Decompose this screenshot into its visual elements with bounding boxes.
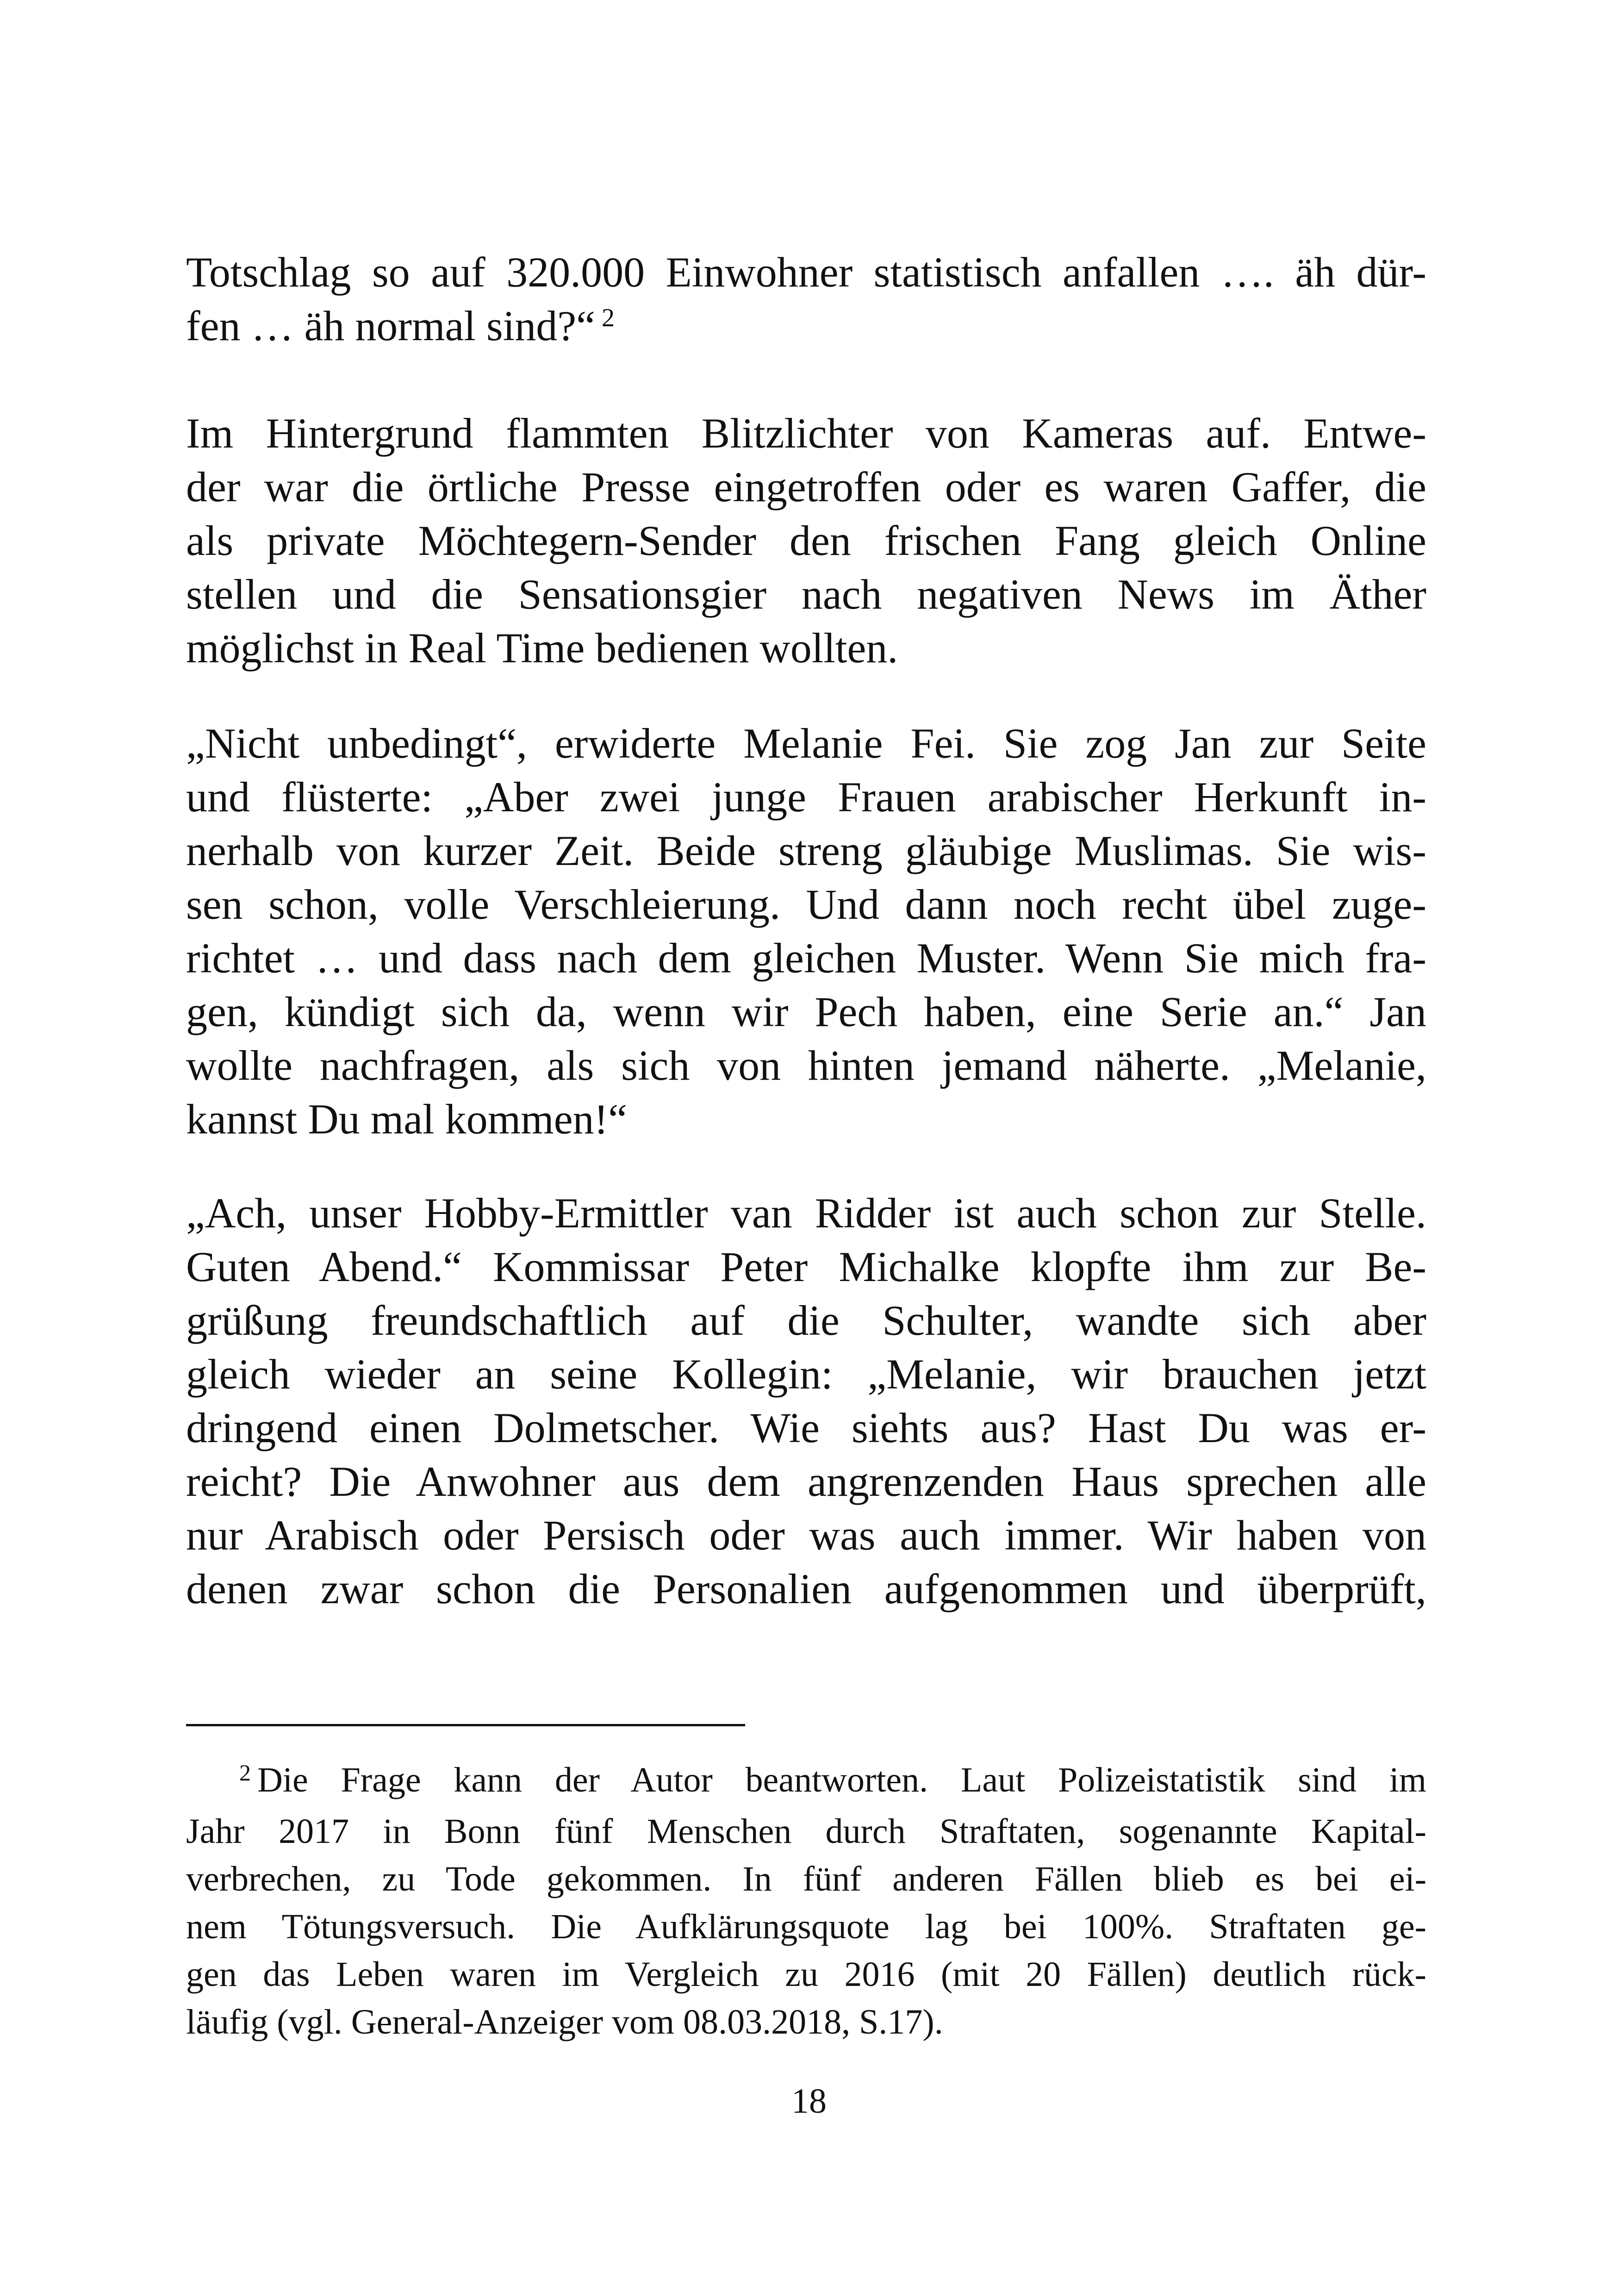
footnote-line: $^2$ Die Frage kann der Autor beantworten. Laut Polizeistatistik sind im [239,1760,1426,1799]
footnote-line: nem Tötungsversuch. Die Aufklärungsquote lag bei 100%. Straftaten ge- [186,1907,1426,1946]
text-line: als private Möchtegern-Sender den frischen Fang gleich Online [186,517,1426,564]
text-line: möglichst in Real Time bedienen wollten. [186,624,898,672]
footnote-line: Jahr 2017 in Bonn fünf Menschen durch Straftaten, sogenannte Kapital- [186,1812,1426,1851]
footnote-reference[interactable]: 2 [601,304,615,332]
paragraph-1 [186,245,1426,359]
text-line: wollte nachfragen, als sich von hinten jemand näherte. „Melanie, [186,1042,1426,1089]
text-line: nerhalb von kurzer Zeit. Beide streng gläubige Muslimas. Sie wis- [186,827,1426,874]
text-line: denen zwar schon die Personalien aufgenommen und überprüft, [186,1565,1426,1612]
text-line: Totschlag so auf 320.000 Einwohner statistisch anfallen …. äh dür- [186,249,1426,296]
footnote-line: gen das Leben waren im Vergleich zu 2016 (mit 20 Fällen) deutlich rück- [186,1955,1426,1994]
text-line: sen schon, volle Verschleierung. Und dann noch recht übel zuge- [186,881,1426,928]
text-line: reicht? Die Anwohner aus dem angrenzenden Haus sprechen alle [186,1458,1426,1505]
text-line: grüßung freundschaftlich auf die Schulter, wandte sich aber [186,1297,1426,1344]
paragraph-2 [186,406,1426,675]
text-line: nur Arabisch oder Persisch oder was auch immer. Wir haben von [186,1512,1426,1559]
text-line: fen … äh normal sind?“ $^2$ [186,302,615,349]
paragraph-4 [186,1186,1426,1616]
text-line: dringend einen Dolmetscher. Wie siehts aus? Hast Du was er- [186,1404,1426,1451]
text-line: gen, kündigt sich da, wenn wir Pech haben, eine Serie an.“ Jan [186,988,1426,1035]
footnote-line: läufig (vgl. General-Anzeiger vom 08.03.2018, S.17). [186,2003,943,2041]
text-line: „Nicht unbedingt“, erwiderte Melanie Fei. Sie zog Jan zur Seite [186,720,1426,767]
footnote [186,1756,1426,2046]
text-line: kannst Du mal kommen!“ [186,1095,628,1143]
text-line: stellen und die Sensationsgier nach negativen News im Äther [186,571,1426,618]
text-line: der war die örtliche Presse eingetroffen oder es waren Gaffer, die [186,463,1426,510]
text-line: Guten Abend.“ Kommissar Peter Michalke klopfte ihm zur Be- [186,1243,1426,1290]
footnote-number: 2 [239,1760,251,1786]
text-line: Im Hintergrund flammten Blitzlichter von Kameras auf. Entwe- [186,410,1426,457]
footnote-separator [186,1724,745,1726]
text-line: gleich wieder an seine Kollegin: „Melanie, wir brauchen jetzt [186,1350,1426,1398]
page-number: 18 [791,2082,827,2121]
text-line: „Ach, unser Hobby-Ermittler van Ridder ist auch schon zur Stelle. [186,1189,1426,1237]
text-line: und flüsterte: „Aber zwei junge Frauen arabischer Herkunft in- [186,773,1426,821]
footnote-line: verbrechen, zu Tode gekommen. In fünf anderen Fällen blieb es bei ei- [186,1860,1426,1898]
paragraph-3 [186,716,1426,1146]
text-line: richtet … und dass nach dem gleichen Muster. Wenn Sie mich fra- [186,934,1426,982]
